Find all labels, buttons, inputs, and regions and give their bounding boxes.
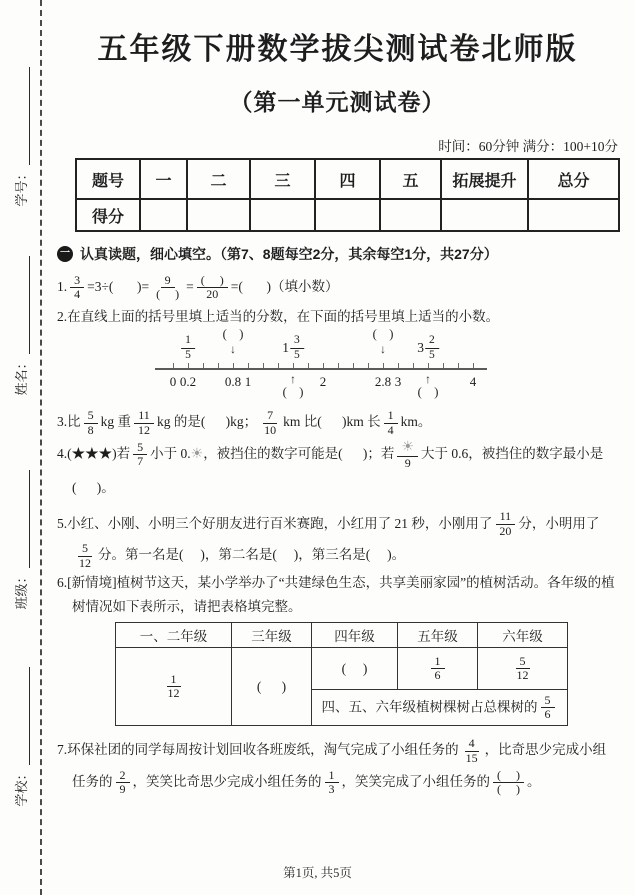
tree-cell-grade-5 — [398, 648, 478, 690]
tick-mark — [338, 363, 339, 368]
tree-col-grade-1-2: 一、二年级 — [116, 623, 232, 648]
text-run: km 比( )km 长 — [283, 414, 381, 430]
fraction: $\frac{1}{5}$ — [181, 334, 195, 361]
fraction: $\frac{5}{12}$ — [79, 541, 91, 570]
score-table-header-row — [76, 159, 619, 199]
section-one-heading — [57, 244, 618, 264]
tick-mark — [203, 363, 204, 368]
fraction: $\frac{2}{5}$ — [425, 334, 439, 361]
school-field — [10, 652, 30, 822]
tick-mark — [248, 363, 249, 368]
student-id-label: 学号： — [14, 167, 29, 207]
col-part-1: 一 — [140, 159, 187, 199]
tree-col-grade-3: 三年级 — [232, 623, 312, 648]
question-4 — [57, 438, 618, 504]
fraction: $\frac{5}{6}$ — [541, 694, 555, 723]
score-cell — [187, 199, 250, 231]
col-total: 总分 — [528, 159, 619, 199]
above-line-item — [282, 334, 304, 361]
text-run: 4.(★★★)若 — [57, 446, 131, 462]
fraction: $\frac{2}{9}$ — [116, 769, 130, 798]
name-label: 姓名： — [14, 356, 29, 396]
tick-mark — [323, 363, 324, 368]
tick-label: 2.8 — [374, 374, 392, 390]
text-run: ，比奇思少完成小组任务的 — [72, 742, 607, 790]
fraction: $\frac{5}{7}$ — [133, 441, 147, 470]
text-run: 。 — [527, 774, 541, 790]
tree-cell-grade-4 — [312, 648, 398, 690]
number-line-axis — [155, 368, 487, 370]
up-arrow-icon: ↑ — [289, 372, 296, 387]
student-id-blank-line — [17, 68, 30, 166]
score-cell — [441, 199, 528, 231]
fraction-blank: ( ) — [372, 327, 394, 342]
class-label: 班级： — [14, 570, 29, 610]
text-run: 分。第一名是( )，第二名是( )，第三名是( )。 — [98, 547, 406, 563]
decimal-blank: ( ) — [282, 385, 304, 400]
tree-col-grade-6: 六年级 — [478, 623, 568, 648]
tick-mark — [278, 363, 279, 368]
score-table-score-row — [76, 199, 619, 231]
text-run: 1. — [57, 279, 68, 294]
above-line-item — [373, 328, 394, 355]
decimal-blank: ( ) — [417, 385, 439, 400]
tick-label: 3 — [394, 374, 402, 390]
covered-digit-icon: ☀ — [190, 447, 204, 463]
text-run: =3÷( )= — [87, 279, 150, 294]
tick-label: 0 — [169, 374, 177, 390]
school-label: 学校： — [14, 767, 29, 807]
tick-mark — [398, 363, 399, 368]
page-content — [57, 0, 618, 798]
below-line-item — [283, 372, 304, 401]
fraction: $\frac{1}{12}$ — [167, 671, 180, 701]
fraction: $\frac{9}{( )}$ — [156, 272, 180, 302]
question-1 — [57, 271, 618, 303]
tree-col-grade-4: 四年级 — [312, 623, 398, 648]
col-part-2: 二 — [187, 159, 250, 199]
fraction: $\frac{3}{4}$ — [70, 274, 84, 303]
school-blank-line — [17, 668, 30, 766]
down-arrow-icon: ↓ — [379, 342, 386, 357]
col-part-4: 四 — [315, 159, 380, 199]
page-subtitle: （第一单元测试卷） — [229, 90, 446, 115]
down-arrow-icon: ↓ — [229, 342, 236, 357]
above-line-item — [181, 334, 195, 361]
text-run: ，笑笑完成了小组任务的 — [341, 774, 490, 790]
fraction: $\frac{3}{5}$ — [290, 334, 304, 361]
score-cell — [528, 199, 619, 231]
tick-mark — [308, 363, 309, 368]
page-footer: 第1页, 共5页 — [283, 866, 352, 880]
class-field — [10, 455, 30, 625]
text-run: 大于 0.6，被挡住的数字最小是( )。 — [72, 446, 604, 495]
tick-mark — [173, 363, 174, 368]
tree-cell-grade-3 — [232, 648, 312, 726]
score-cell — [315, 199, 380, 231]
name-field — [10, 241, 30, 411]
text-run: kg 重 — [100, 414, 131, 430]
score-table — [75, 158, 620, 232]
tick-mark — [413, 363, 414, 368]
binding-dashed-line — [40, 0, 42, 895]
text-run: 分，小明用了 — [518, 515, 600, 531]
question-2 — [57, 305, 618, 329]
below-line-item — [418, 372, 439, 401]
score-cell — [380, 199, 441, 231]
col-part-3: 三 — [250, 159, 315, 199]
text-run: 四、五、六年级植树棵树占总棵树的 — [321, 698, 538, 714]
tree-planting-table — [115, 622, 568, 726]
fraction: $\frac{☀}{9}$ — [397, 440, 418, 471]
tick-mark — [383, 363, 384, 368]
tick-mark — [218, 363, 219, 368]
page-title: 五年级下册数学拔尖测试卷北师版 — [97, 33, 578, 66]
fraction: $\frac{11}{12}$ — [134, 409, 154, 438]
text-run: 2.在直线上面的括号里填上适当的分数，在下面的括号里填上适当的小数。 — [57, 308, 500, 324]
tick-mark — [188, 363, 189, 368]
text-run: km。 — [400, 414, 432, 430]
score-row-label: 得分 — [76, 199, 140, 231]
text-run: ( ) — [256, 678, 287, 694]
text-run: 7.环保社团的同学每周按计划回收各班废纸，淘气完成了小组任务的 — [57, 742, 459, 758]
tick-mark — [458, 363, 459, 368]
score-cell — [140, 199, 187, 231]
tick-mark — [263, 363, 264, 368]
class-blank-line — [17, 471, 30, 569]
text-run: 3.比 — [57, 414, 81, 430]
tick-mark — [443, 363, 444, 368]
fraction: $\frac{7}{10}$ — [264, 407, 277, 437]
question-5 — [57, 508, 618, 571]
text-run: ( ) — [341, 660, 368, 676]
tick-label: 0.2 — [179, 374, 197, 390]
text-run: ，被挡住的数字可能是( )；若 — [203, 446, 395, 462]
text-run: kg 的是( )kg； — [157, 414, 258, 430]
col-part-5: 五 — [380, 159, 441, 199]
mixed-number: 1 $\frac{3}{5}$ — [282, 334, 304, 361]
number-line — [155, 328, 515, 412]
student-id-field — [10, 52, 30, 222]
section-one-heading-text: 认真读题，细心填空。（第7、8题每空2分，其余每空1分，共27分） — [80, 246, 498, 262]
text-run: ，笑笑比奇思少完成小组任务的 — [132, 774, 322, 790]
text-run: 6.[新情境]植树节这天，某小学举办了“共建绿色生态，共享美丽家园”的植树活动。各年级的植树情况如下表所示，请把表格填完整。 — [57, 575, 615, 614]
tree-table-data-row — [116, 648, 568, 690]
fraction: $\frac{5}{12}$ — [516, 653, 529, 683]
covered-digit-icon: ☀ — [401, 439, 414, 455]
tree-col-grade-5: 五年级 — [398, 623, 478, 648]
tick-label: 0.8 — [224, 374, 242, 390]
tick-mark — [293, 363, 294, 368]
question-7 — [57, 734, 618, 797]
fraction: $\frac{( )}{( )}$ — [493, 769, 524, 798]
tree-table-header-row — [116, 623, 568, 648]
tick-label: 2 — [319, 374, 327, 390]
fraction: $\frac{11}{20}$ — [495, 510, 515, 539]
text-run: 5.小红、小刚、小明三个好朋友进行百米赛跑，小红用了 21 秒，小刚用了 — [57, 515, 493, 531]
above-line-item — [417, 334, 439, 361]
fraction: $\frac{5}{8}$ — [84, 409, 98, 438]
text-run: =( )（填小数） — [230, 279, 339, 294]
col-extension: 拓展提升 — [441, 159, 528, 199]
above-line-item — [223, 328, 244, 355]
fraction: $\frac{( )}{20}$ — [197, 274, 228, 303]
tree-table-note — [312, 690, 568, 726]
question-6 — [57, 571, 618, 618]
fraction: $\frac{1}{3}$ — [325, 769, 339, 798]
tick-label: 1 — [244, 374, 252, 390]
tick-mark — [473, 363, 474, 368]
fraction: $\frac{4}{15}$ — [465, 735, 478, 765]
tree-cell-grade-1-2 — [116, 648, 232, 726]
fraction: $\frac{1}{6}$ — [431, 655, 445, 684]
tick-label: 4 — [469, 374, 477, 390]
tree-cell-grade-6 — [478, 648, 568, 690]
text-run: 小于 0. — [150, 446, 191, 462]
text-run: = — [186, 279, 194, 294]
mixed-number: 3 $\frac{2}{5}$ — [417, 334, 439, 361]
fraction-blank: ( ) — [222, 327, 244, 342]
section-one-badge-icon: 一 — [57, 246, 73, 262]
tick-mark — [428, 363, 429, 368]
time-score-meta: 时间：60分钟 满分：100+10分 — [438, 139, 618, 154]
fraction: $\frac{1}{4}$ — [384, 409, 398, 438]
name-blank-line — [17, 257, 30, 355]
score-cell — [250, 199, 315, 231]
tick-mark — [368, 363, 369, 368]
tick-mark — [233, 363, 234, 368]
col-question-number: 题号 — [76, 159, 140, 199]
up-arrow-icon: ↑ — [424, 372, 431, 387]
tick-mark — [353, 363, 354, 368]
